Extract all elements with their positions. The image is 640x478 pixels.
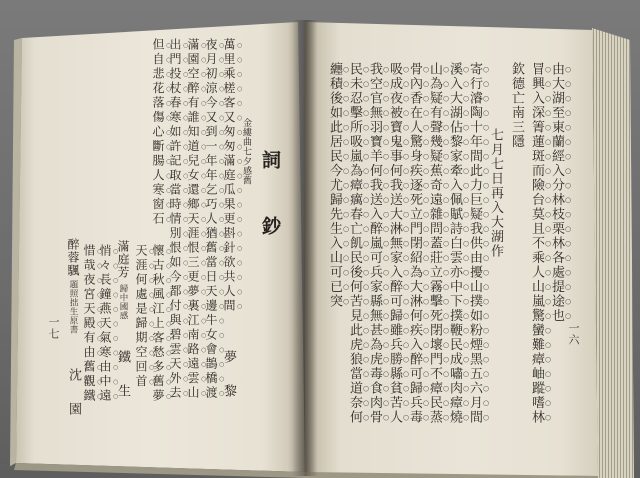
right-page-number: 一六	[567, 322, 580, 346]
section-heading-chao: 鈔	[259, 216, 281, 235]
poem-1-column: 萬里乘槎客又匆匆滿庭瓜果更斟針欲共人間	[222, 38, 236, 314]
poem-1-column: 天涯何處是歸期空回首	[134, 244, 148, 389]
poem-title-qiyue: 七月七日再入大湖作	[488, 128, 503, 259]
right-column-3: 欽德亡南三隱	[509, 62, 524, 149]
right-column-8: 骨內香在人驚身疾逐死立門閉紹為大淋何疾入醉可歸兵毒	[407, 62, 422, 425]
right-column-9: 吸成夜被寶鬼事何我送大淋無家入醉可歸雖兵勝縣貧苦人	[387, 62, 402, 425]
right-column-2: 冒興入深箐蓮斑而險台莫且不乘人山嵐驚蠻難瘴岫蹤嗜林	[529, 62, 544, 425]
poem-1-column: 夜月初涼今又到一年年乞巧人猶舊當日天邊牛女會鵲橋渡	[204, 38, 218, 401]
right-column-11: 民未忍擊所吸嵐為瘴癘春亡飢民後何苦見此虎狼當道奈何	[347, 62, 362, 425]
poem-1-title: 金縷曲七夕感舊	[241, 118, 251, 186]
poem-2-author: 鐵 生	[115, 350, 130, 401]
section-heading-ci: 詞	[259, 150, 281, 169]
right-column-1: 由大湖至東蘭經入分林枝栗林各處提途也	[549, 62, 564, 323]
book-gutter-shadow	[292, 20, 318, 476]
right-column-10: 我空官無羽寶羊何我送入醉嵐可兵家縣無甚為虎毒食肉骨	[367, 62, 382, 425]
poem-3-title: 醉蓉颿	[66, 238, 80, 277]
poem-1-column: 出門投杖春寒如許記取當時情別恨如今都付與碧雲天外去	[168, 38, 182, 401]
right-column-6: 溪入大湖佔黎家牽入佩賦詩白雲亦中下撲鞭民成嘯肉瘴燒	[447, 62, 462, 425]
poem-2-subtitle: 歸中國感	[118, 284, 128, 320]
poem-3-author: 沈 園	[66, 368, 81, 419]
poem-2-column: 悄々長鐘燕天氣寒由中遠	[98, 244, 112, 404]
poem-1-column: 但自悲花落傷心斷腸人寒窗石	[151, 38, 165, 227]
poem-2-column: 惜哉夜宮天殿有由舊觀鐵	[82, 244, 96, 404]
poem-2-title: 滿庭芳	[116, 240, 130, 279]
poem-1-column: 滿園空醉有誰知道兒女還鄉天涯恨三更夢裏江南路遠雲山	[186, 38, 200, 401]
poem-1-author: 夢 黎	[221, 350, 236, 401]
right-column-12: 纏積後如此居民今尤歸先生入山可已突	[327, 62, 342, 309]
poem-1-column: 懷古秋風江上客愁多舊夢	[151, 244, 165, 404]
right-column-5: 寄行濬陶十年間此力巨疑我供由擾山撲如粉煙黑五六月間	[467, 62, 482, 425]
right-column-7: 山為疑有聲幾疑蕉奇遠雜問蓋莊立霧擊死閉壞門不瘴民蒸	[427, 62, 442, 425]
left-page-number: 一七	[47, 316, 60, 340]
poem-3-subtitle: 題照拙生原書	[68, 280, 78, 334]
